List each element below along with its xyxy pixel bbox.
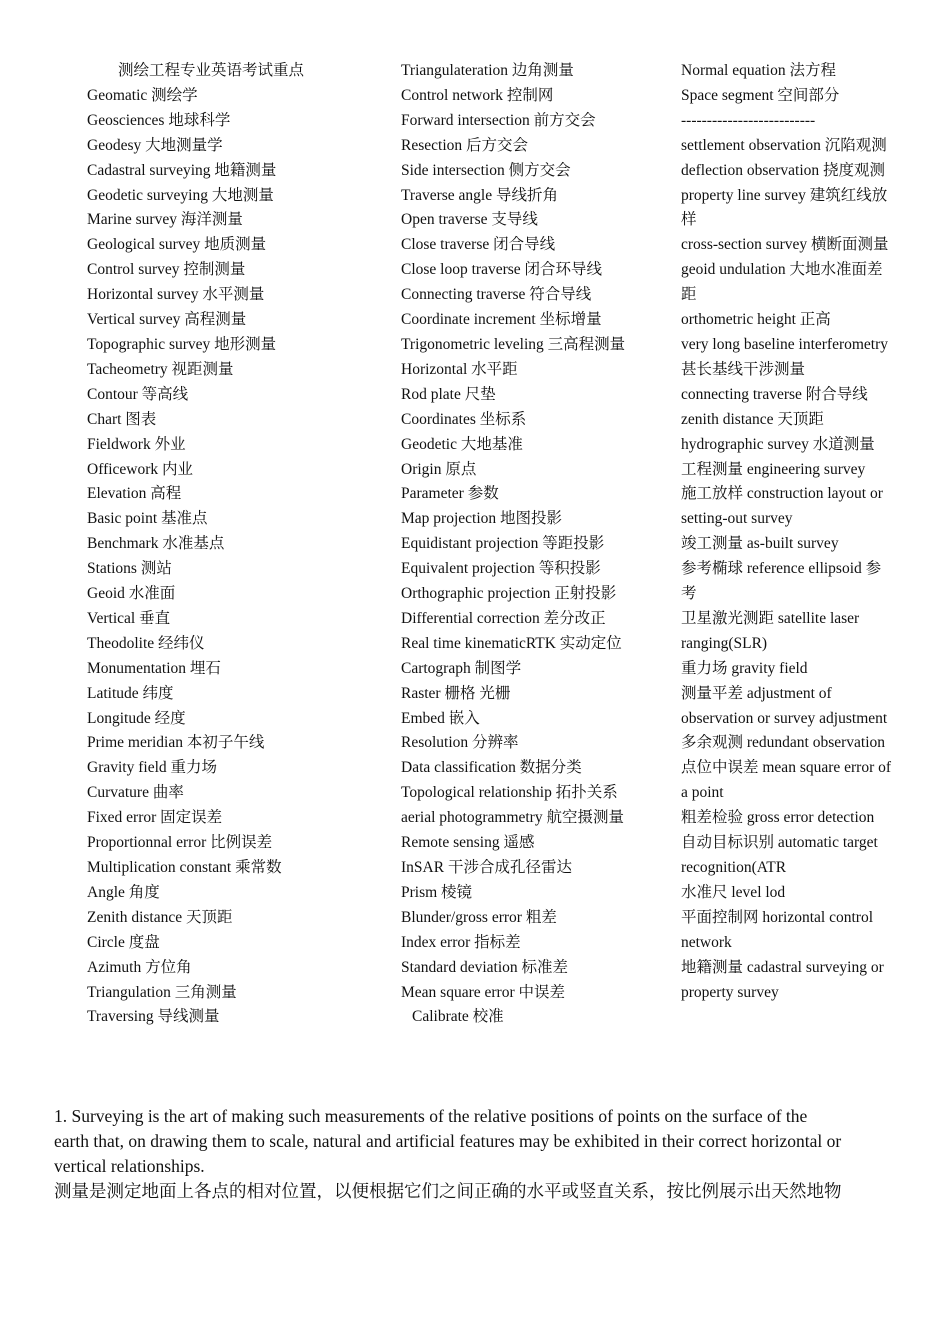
vocab-entry: geoid undulation 大地水准面差 [681, 261, 883, 279]
vocab-entry: 距 [681, 286, 697, 304]
vocab-entry: orthometric height 正高 [681, 311, 831, 329]
vocab-entry: Mean square error 中误差 [401, 983, 565, 1001]
vocab-entry: a point [681, 784, 724, 802]
vocab-entry: Blunder/gross error 粗差 [401, 908, 557, 926]
vocab-entry: Circle 度盘 [87, 933, 160, 951]
vocab-entry: Connecting traverse 符合导线 [401, 286, 592, 304]
paragraph-line: earth that, on drawing them to scale, natural and artificial features may be exhibited in their correct horizontal or [54, 1131, 842, 1151]
page-heading: 测绘工程专业英语考试重点 [118, 62, 305, 79]
vocab-entry: Forward intersection 前方交会 [401, 111, 596, 129]
vocab-entry: Cartograph 制图学 [401, 659, 522, 677]
vocab-entry: Gravity field 重力场 [87, 759, 218, 777]
vocab-column-1 [87, 59, 387, 1030]
vocab-entry: Standard deviation 标准差 [401, 958, 569, 976]
vocab-entry: Differential correction 差分改正 [401, 609, 606, 627]
vocab-entry: observation or survey adjustment [681, 709, 888, 727]
paragraph-line: 1. Surveying is the art of making such measurements of the relative positions of points on the surface of the [54, 1106, 808, 1126]
vocab-entry: Control network 控制网 [401, 86, 554, 104]
vocab-entry: deflection observation 挠度观测 [681, 161, 886, 179]
vocab-entry: Resolution 分辨率 [401, 734, 519, 752]
vocab-entry: property line survey 建筑红线放 [681, 186, 888, 204]
vocab-entry: connecting traverse 附合导线 [681, 385, 868, 403]
vocab-entry: Vertical survey 高程测量 [87, 311, 247, 329]
vocab-entry: 地籍测量 cadastral surveying or [681, 958, 884, 976]
vocab-column-2 [401, 59, 671, 1030]
vocab-entry: Traversing 导线测量 [87, 1008, 220, 1026]
vocab-column-3 [681, 59, 921, 1005]
vocab-entry: Parameter 参数 [401, 485, 499, 503]
vocab-entry: ranging(SLR) [681, 634, 768, 652]
vocab-entry: Geomatic 测绘学 [87, 86, 198, 104]
vocab-entry: Vertical 垂直 [87, 609, 171, 627]
vocab-entry: Geodesy 大地测量学 [87, 136, 223, 154]
vocab-entry: Open traverse 支导线 [401, 211, 538, 229]
vocab-entry: Remote sensing 遥感 [401, 834, 535, 852]
vocab-entry: 样 [681, 211, 697, 229]
vocab-entry: Geosciences 地球科学 [87, 111, 231, 129]
vocab-entry: recognition(ATR [681, 859, 787, 876]
vocab-entry: Elevation 高程 [87, 485, 182, 503]
vocab-entry: Coordinates 坐标系 [401, 410, 527, 428]
vocab-entry: setting-out survey [681, 510, 793, 528]
vocab-entry: 水准尺 level lod [681, 883, 786, 901]
vocab-entry: 考 [681, 585, 697, 603]
vocab-entry: 测量平差 adjustment of [681, 684, 832, 702]
paragraph-1 [54, 1104, 950, 1204]
vocab-entry: Marine survey 海洋测量 [87, 211, 243, 229]
vocab-entry: Prime meridian 本初子午线 [87, 734, 265, 752]
vocab-entry: Monumentation 埋石 [87, 659, 221, 677]
vocab-entry: 自动目标识别 automatic target [681, 834, 878, 852]
vocab-entry: Traverse angle 导线折角 [401, 186, 558, 204]
vocab-entry: aerial photogrammetry 航空摄测量 [401, 809, 624, 827]
vocab-entry: cross-section survey 横断面测量 [681, 236, 889, 254]
vocab-entry: Latitude 纬度 [87, 684, 174, 702]
vocab-entry: 重力场 gravity field [681, 659, 808, 677]
vocab-entry: Cadastral surveying 地籍测量 [87, 161, 277, 179]
vocab-entry: Index error 指标差 [401, 933, 521, 951]
vocab-entry: Equivalent projection 等积投影 [401, 560, 601, 578]
vocab-entry: Rod plate 尺垫 [401, 385, 496, 403]
vocab-entry: Chart 图表 [87, 410, 157, 428]
vocab-entry: Stations 测站 [87, 560, 172, 578]
vocab-entry: settlement observation 沉陷观测 [681, 136, 887, 154]
vocab-entry: Horizontal survey 水平测量 [87, 286, 265, 304]
vocab-entry: Basic point 基准点 [87, 510, 208, 528]
vocab-entry: Data classification 数据分类 [401, 759, 582, 777]
vocab-entry: Raster 栅格 光栅 [401, 684, 511, 702]
vocab-entry: Longitude 经度 [87, 709, 186, 727]
vocab-entry: Embed 嵌入 [401, 709, 480, 727]
vocab-entry: network [681, 933, 732, 951]
vocab-entry: Tacheometry 视距测量 [87, 360, 234, 378]
vocab-entry: Space segment 空间部分 [681, 86, 840, 104]
vocab-entry: 卫星激光测距 satellite laser [681, 609, 860, 627]
vocab-entry: 点位中误差 mean square error of [681, 759, 892, 777]
vocab-entry: property survey [681, 983, 779, 1001]
vocab-entry: Proportionnal error 比例误差 [87, 834, 273, 852]
vocab-entry: Resection 后方交会 [401, 136, 528, 154]
vocab-entry: Fieldwork 外业 [87, 435, 186, 453]
vocab-entry: Normal equation 法方程 [681, 62, 836, 79]
vocab-entry: Coordinate increment 坐标增量 [401, 311, 602, 329]
vocab-entry: Trigonometric leveling 三高程测量 [401, 335, 626, 353]
vocab-entry: 多余观测 redundant observation [681, 734, 886, 752]
vocab-entry: Prism 棱镜 [401, 883, 473, 901]
vocab-entry: 竣工测量 as-built survey [681, 535, 839, 553]
vocab-entry: Triangulation 三角测量 [87, 983, 237, 1001]
paragraph-line: 测量是测定地面上各点的相对位置，以便根据它们之间正确的水平或竖直关系，按比例展示出天然地物 [54, 1181, 842, 1201]
vocab-entry: Multiplication constant 乘常数 [87, 859, 282, 876]
vocab-entry: Geodetic 大地基准 [401, 435, 523, 453]
vocab-entry: zenith distance 天顶距 [681, 410, 824, 428]
vocab-entry: Geodetic surveying 大地测量 [87, 186, 274, 204]
vocab-entry: Close traverse 闭合导线 [401, 236, 556, 254]
vocab-entry: Triangulateration 边角测量 [401, 62, 574, 79]
vocab-entry: 工程测量 engineering survey [681, 460, 866, 478]
vocab-entry: Topological relationship 拓扑关系 [401, 784, 618, 802]
vocab-entry: 粗差检验 gross error detection [681, 809, 875, 827]
vocab-entry: 施工放样 construction layout or [681, 485, 883, 503]
vocab-entry: 平面控制网 horizontal control [681, 908, 873, 926]
vocab-entry: Geoid 水准面 [87, 585, 176, 603]
vocab-entry: Topographic survey 地形测量 [87, 335, 277, 353]
vocab-entry: 甚长基线干涉测量 [681, 360, 806, 378]
vocab-entry: Zenith distance 天顶距 [87, 908, 233, 926]
vocab-entry: -------------------------- [681, 111, 816, 129]
vocab-entry: hydrographic survey 水道测量 [681, 435, 875, 453]
vocab-entry: InSAR 干涉合成孔径雷达 [401, 859, 572, 876]
vocab-entry: Curvature 曲率 [87, 784, 184, 802]
vocab-entry: Real time kinematicRTK 实动定位 [401, 634, 622, 652]
vocab-entry: Calibrate 校准 [412, 1008, 504, 1026]
vocab-entry: Map projection 地图投影 [401, 510, 563, 528]
vocab-entry: Benchmark 水准基点 [87, 535, 225, 553]
vocab-entry: Close loop traverse 闭合环导线 [401, 261, 603, 279]
vocab-entry: 参考椭球 reference ellipsoid 参 [681, 560, 882, 578]
vocab-entry: Origin 原点 [401, 460, 477, 478]
vocab-entry: Orthographic projection 正射投影 [401, 585, 617, 603]
vocab-entry: Fixed error 固定误差 [87, 809, 223, 827]
paragraph-line: vertical relationships. [54, 1156, 205, 1176]
vocab-entry: Theodolite 经纬仪 [87, 634, 205, 652]
vocab-entry: Control survey 控制测量 [87, 261, 246, 279]
vocab-entry: Horizontal 水平距 [401, 360, 518, 378]
vocab-entry: Equidistant projection 等距投影 [401, 535, 605, 553]
vocab-entry: Side intersection 侧方交会 [401, 161, 571, 179]
vocab-entry: Geological survey 地质测量 [87, 236, 267, 254]
vocab-entry: very long baseline interferometry [681, 335, 889, 353]
vocab-entry: Azimuth 方位角 [87, 958, 192, 976]
vocab-entry: Angle 角度 [87, 883, 160, 901]
vocab-entry: Contour 等高线 [87, 385, 189, 403]
vocab-entry: Officework 内业 [87, 460, 194, 478]
